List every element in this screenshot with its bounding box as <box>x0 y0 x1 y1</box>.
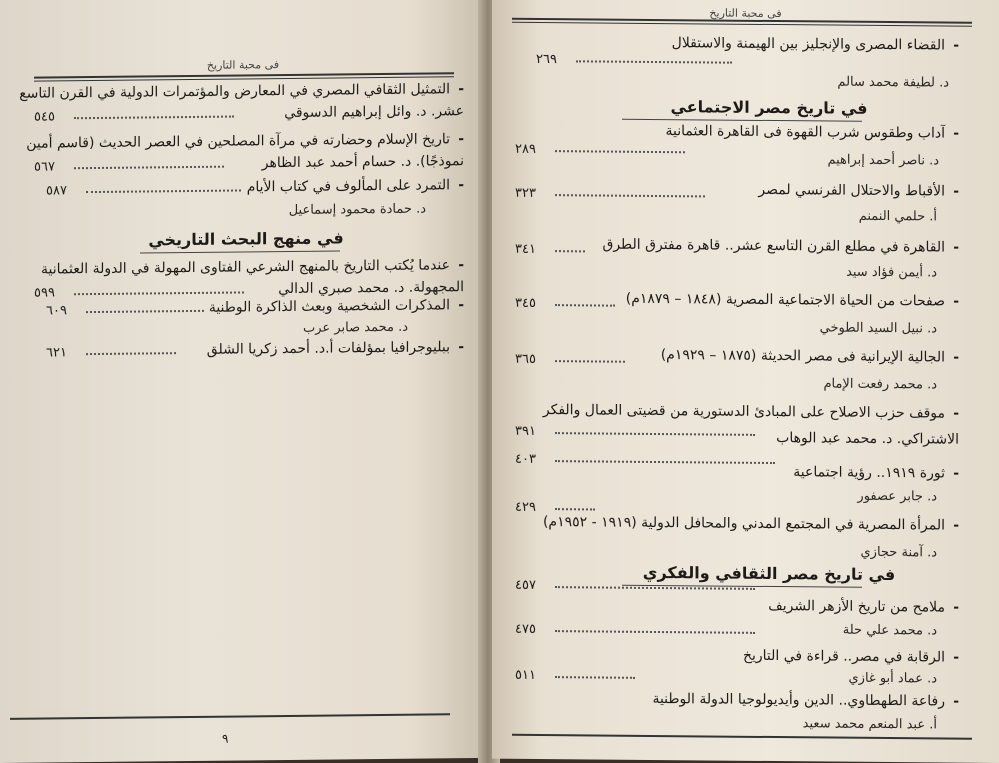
section-title: في منهج البحث التاريخي <box>148 228 344 250</box>
page-number-ref: ٢٨٩ <box>515 141 536 157</box>
running-head: فى محبة التاريخ <box>709 6 782 21</box>
page-number-ref: ٢٦٩ <box>536 51 557 68</box>
entry-title: القضاء المصرى والإنجليز بين الهيمنة والاستقلال <box>671 35 945 54</box>
dot-leader <box>555 586 755 590</box>
entry-title: صفحات من الحياة الاجتماعية المصرية (١٨٤٨ – ١٨٧٩م) <box>625 290 945 310</box>
toc-entry: - الأقباط والاحتلال الفرنسي لمصر ٣٢٣ <box>499 178 959 202</box>
toc-entry: - المرأة المصرية في المجتمع المدني والمحافل الدولية (١٩١٩ - ١٩٥٢م) ٤٢٩ <box>515 499 959 534</box>
page-number-ref: ٣٦٥ <box>515 351 536 367</box>
entry-author: د. لطيفة محمد سالم <box>837 74 949 91</box>
dot-leader <box>576 60 732 63</box>
footer-rule <box>10 713 450 720</box>
entry-title-line: المذكرات الشخصية وبعث الذاكرة الوطنية <box>208 297 450 316</box>
page-number-ref: ٥١١ <box>515 667 536 683</box>
page-number-ref: ٤٧٥ <box>515 621 536 637</box>
footer-rule <box>512 734 972 740</box>
entry-title: ثورة ١٩١٩.. رؤية اجتماعية <box>793 464 945 482</box>
toc-entry: - القاهرة في مطلع القرن التاسع عشر.. قاهرة مفترق الطرق ٣٤١ <box>499 234 959 258</box>
entry-title-line: عشر. د. وائل إبراهيم الدسوقي <box>284 103 464 122</box>
dot-leader <box>555 460 775 464</box>
entry-author: د. محمد صابر عرب <box>303 319 408 336</box>
toc-entry: - ثورة ١٩١٩.. رؤية اجتماعية ٤٠٣ <box>515 451 959 482</box>
dot-leader <box>555 150 685 153</box>
toc-entry: - رفاعة الطهطاوي.. الدين وأيديولوجيا الدولة الوطنية ٥١١ <box>515 667 959 710</box>
running-head: فى محبة التاريخ <box>206 58 280 72</box>
dot-leader <box>555 360 625 363</box>
dot-leader <box>555 508 595 510</box>
dot-leader <box>555 194 705 197</box>
toc-entry: - الرقابة في مصر.. قراءة في التاريخ ٤٧٥ <box>515 621 959 666</box>
entry-author: د. ناصر أحمد إبراهيم <box>827 152 939 169</box>
page-number-ref: ٦٢١ <box>46 345 67 361</box>
entry-author: د. نبيل السيد الطوخي <box>819 320 937 337</box>
entry-author: أ. حلمي النمنم <box>858 208 937 225</box>
entry-title: الجالية الإيرانية فى مصر الحديثة (١٨٧٥ – ١٩٢٩م) <box>660 347 945 366</box>
page-number: ٩ <box>222 731 229 746</box>
entry-author: أ. عبد المنعم محمد سعيد <box>802 716 937 733</box>
dash-bullet: - <box>458 297 464 314</box>
page-number-ref: ٤٢٩ <box>515 499 536 515</box>
entry-title-line: ببليوجرافيا بمؤلفات أ.د. أحمد زكريا الشلق <box>206 339 450 358</box>
entry-author: د. أيمن فؤاد سيد <box>846 264 937 281</box>
dash-bullet: - <box>458 257 464 274</box>
dot-leader <box>555 250 585 252</box>
dot-leader <box>555 630 755 634</box>
header-rule <box>34 72 454 78</box>
toc-entry <box>34 175 464 200</box>
dash-bullet: - <box>458 131 464 148</box>
entry-title-line: المجهولة. د. محمد صبري الدالي <box>278 279 464 298</box>
page-number-ref: ٦٠٩ <box>46 303 67 319</box>
toc-entry: - ملامح من تاريخ الأزهر الشريف ٤٥٧ <box>515 577 959 616</box>
section-underline <box>140 250 340 253</box>
section-title: في تاريخ مصر الثقافي والفكري <box>642 562 896 585</box>
entry-title-line: التمثيل الثقافي المصري في المعارض والمؤتمرات الدولية في القرن التاسع <box>19 81 450 102</box>
dot-leader <box>555 432 755 436</box>
entry-title: الرقابة في مصر.. قراءة في التاريخ <box>742 647 945 666</box>
page-number-ref: ٣٩١ <box>515 423 536 439</box>
entry-author: د. جابر عصفور <box>857 488 937 505</box>
dot-leader <box>86 189 241 193</box>
dash-bullet: - <box>458 339 464 356</box>
dot-leader <box>86 352 176 355</box>
entry-title: ملامح من تاريخ الأزهر الشريف <box>768 597 945 616</box>
entry-leader <box>34 154 224 176</box>
toc-entry: - موقف حزب الاصلاح على المبادئ الدستورية من قضيتى العمال والفكر الاشتراكي. د. محمد عبد الوهاب ٣٩١ <box>515 402 959 448</box>
entry-title: آداب وطقوس شرب القهوة فى القاهرة العثمانية <box>665 123 945 142</box>
entry-title: المرأة المصرية في المجتمع المدني والمحافل الدولية (١٩١٩ - ١٩٥٢م) <box>542 514 945 534</box>
page-number-ref: ٤٥٧ <box>515 577 536 593</box>
toc-entry: - الجالية الإيرانية فى مصر الحديثة (١٨٧٥ – ١٩٢٩م) ٣٦٥ <box>499 344 959 368</box>
page-number-ref: ٥٨٧ <box>46 183 67 199</box>
entry-title-line: نموذجًا). د. حسام أحمد عبد الظاهر <box>261 153 464 172</box>
page-number-ref: ٥٩٩ <box>34 285 55 301</box>
dot-leader <box>86 310 204 313</box>
dot-leader <box>74 116 234 120</box>
dot-leader <box>74 166 224 170</box>
entry-title-line: موقف حزب الاصلاح على المبادئ الدستورية من قضيتى العمال والفكر <box>542 402 945 422</box>
right-page <box>492 0 999 763</box>
dash-bullet: - <box>953 37 959 54</box>
entry-author: د. عماد أبو غازي <box>848 670 937 687</box>
page-number-ref: ٣٢٣ <box>515 185 536 201</box>
section-title: في تاريخ مصر الاجتماعي <box>670 97 868 118</box>
page-number-ref: ٤٠٣ <box>515 451 536 467</box>
entry-title: القاهرة في مطلع القرن التاسع عشر.. قاهرة مفترق الطرق <box>602 236 945 256</box>
entry-title-line: التمرد على المألوف في كتاب الأيام <box>246 177 450 196</box>
entry-leader <box>512 48 732 70</box>
dot-leader <box>555 304 615 307</box>
toc-entry <box>34 295 464 320</box>
page-number-ref: ٣٤٥ <box>515 295 536 311</box>
entry-title: الأقباط والاحتلال الفرنسي لمصر <box>758 181 945 200</box>
toc-entry: - آداب وطقوس شرب القهوة فى القاهرة العثمانية ٢٨٩ <box>499 120 959 164</box>
entry-author: د. محمد علي حلة <box>842 622 937 639</box>
entry-author: د. حمادة محمود إسماعيل <box>288 201 426 218</box>
page-number-ref: ٥٤٥ <box>34 109 55 125</box>
page-number-ref: ٣٤١ <box>515 241 536 257</box>
entry-author: د. محمد رفعت الإمام <box>823 376 937 393</box>
dash-bullet: - <box>458 177 464 194</box>
dot-leader <box>555 676 635 679</box>
page-number-ref: ٥٦٧ <box>34 159 55 175</box>
toc-entry <box>34 337 464 362</box>
entry-title: رفاعة الطهطاوي.. الدين وأيديولوجيا الدولة الوطنية <box>652 690 945 710</box>
entry-leader <box>34 104 234 126</box>
entry-author: د. آمنة حجازي <box>860 544 937 561</box>
entry-title-line: عندما يُكتب التاريخ بالمنهج الشرعي الفتاوى المهولة في الدولة العثمانية <box>41 257 450 278</box>
dash-bullet: - <box>458 81 464 98</box>
entry-title-line: تاريخ الإسلام وحضارته في مرآة المصلحين في العصر الحديث (قاسم أمين <box>26 131 450 152</box>
dot-leader <box>74 291 244 295</box>
left-page <box>0 0 486 763</box>
entry-title-line: الاشتراكي. د. محمد عبد الوهاب <box>776 430 959 448</box>
toc-entry: - صفحات من الحياة الاجتماعية المصرية (١٨٤٨ – ١٨٧٩م) ٣٤٥ <box>499 288 959 312</box>
